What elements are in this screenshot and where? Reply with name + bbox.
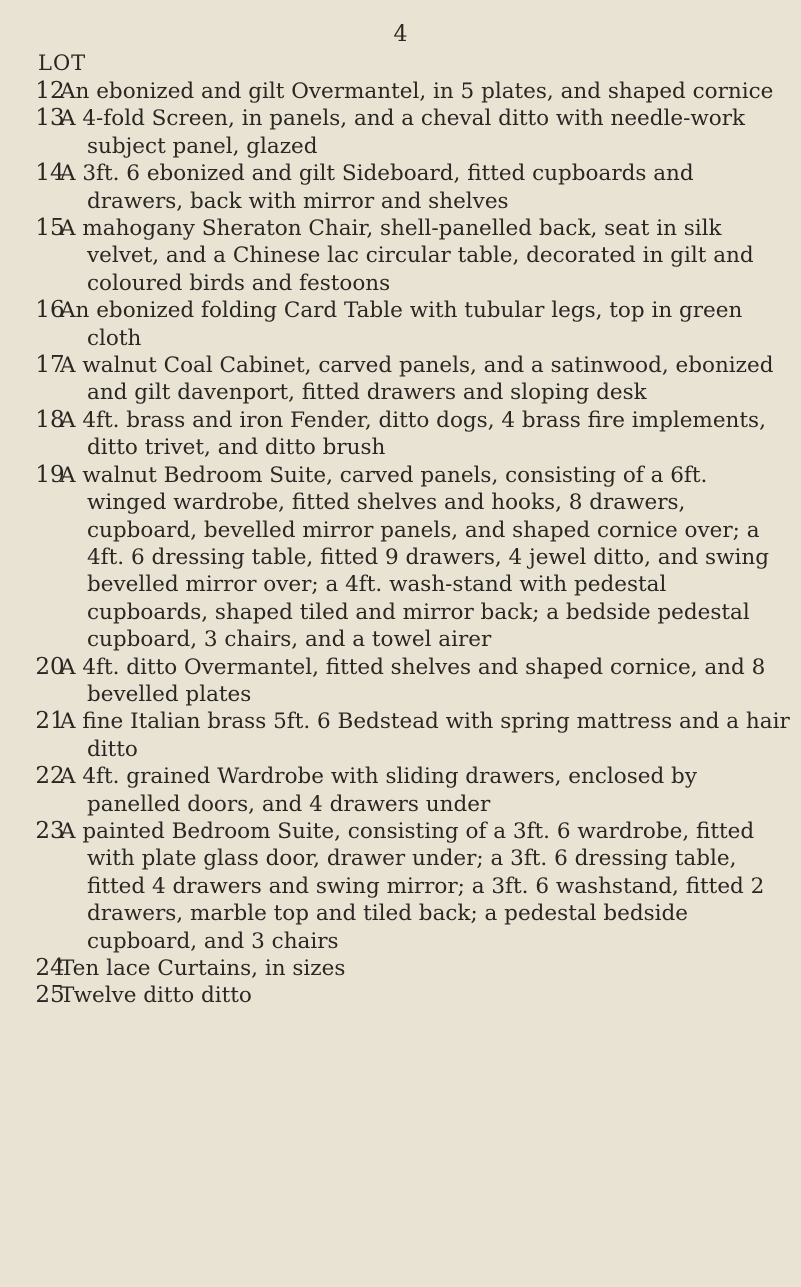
lot-entry <box>0 763 790 818</box>
lot-description: A fine Italian brass 5ft. 6 Bedstead with spring mattress and a hair ditto <box>60 709 790 762</box>
lot-description: A 4ft. brass and iron Fender, ditto dogs, 4 brass fire implements, ditto trivet, and ditto brush <box>60 407 766 461</box>
lot-entry <box>0 78 790 105</box>
lot-list <box>30 78 790 1010</box>
lot-number: 16 <box>35 297 65 324</box>
lot-number: 20 <box>35 653 65 680</box>
lot-entry <box>0 215 790 297</box>
lot-number: 24 <box>35 955 65 981</box>
lot-column-header: LOT <box>38 51 87 75</box>
lot-description: An ebonized and gilt Overmantel, in 5 plates, and shaped cornice <box>60 79 774 104</box>
lot-number: 25 <box>35 982 65 1009</box>
lot-description: A painted Bedroom Suite, consisting of a 3ft. 6 wardrobe, fitted with plate glass door, drawer under; a 3ft. 6 dressing table, fitted 4 drawers and swing mirror; a 3ft. 6 washstand, fitted 2 drawers, marble top and tiled back; a pedestal bedside cupboard, and 3 chairs <box>60 818 765 954</box>
lot-entry <box>0 708 790 763</box>
lot-entry <box>0 105 790 160</box>
lot-number: 14 <box>35 160 65 187</box>
lot-entry <box>0 160 790 215</box>
lot-entry <box>0 654 790 709</box>
lot-description: A walnut Coal Cabinet, carved panels, and a satinwood, ebonized and gilt davenport, fitted drawers and sloping desk <box>60 353 774 406</box>
lot-description: A 4-fold Screen, in panels, and a cheval ditto with needle-work subject panel, glazed <box>60 106 746 159</box>
lot-description: A 4ft. ditto Overmantel, fitted shelves and shaped cornice, and 8 bevelled plates <box>60 654 766 707</box>
lot-number: 23 <box>35 817 65 844</box>
lot-entry <box>0 352 790 407</box>
lot-number: 17 <box>35 352 65 379</box>
lot-number: 21 <box>35 708 65 735</box>
lot-entry <box>0 297 790 352</box>
lot-entry <box>0 955 790 982</box>
lot-entry <box>0 407 790 462</box>
lot-description: A 3ft. 6 ebonized and gilt Sideboard, fitted cupboards and drawers, back with mirror and shelves <box>60 161 694 214</box>
lot-entry <box>0 462 790 654</box>
lot-number: 12 <box>35 78 65 104</box>
lot-entry <box>0 818 790 955</box>
lot-entry <box>0 982 790 1009</box>
lot-description: Twelve ditto ditto <box>60 983 252 1009</box>
lot-number: 18 <box>35 406 65 433</box>
lot-description: A 4ft. grained Wardrobe with sliding drawers, enclosed by panelled doors, and 4 drawers under <box>60 764 697 817</box>
lot-number: 19 <box>35 461 65 488</box>
page-number: 4 <box>393 22 408 47</box>
lot-description: Ten lace Curtains, in sizes <box>60 956 346 981</box>
lot-number: 15 <box>35 215 65 242</box>
lot-description: A mahogany Sheraton Chair, shell-panelled back, seat in silk velvet, and a Chinese lac circular table, decorated in gilt and coloured birds and festoons <box>60 216 754 296</box>
lot-number: 13 <box>35 105 65 132</box>
lot-number: 22 <box>35 763 65 790</box>
lot-description: An ebonized folding Card Table with tubular legs, top in green cloth <box>60 298 743 351</box>
lot-description: A walnut Bedroom Suite, carved panels, consisting of a 6ft. winged wardrobe, fitted shelves and hooks, 8 drawers, cupboard, bevelled mirror panels, and shaped cornice over; a 4ft. 6 dressing table, fitted 9 drawers, 4 jewel ditto, and swing bevelled mirror over; a 4ft. wash-stand with pedestal cupboards, shaped tiled and mirror back; a bedside pedestal cupboard, 3 chairs, and a towel airer <box>60 462 769 653</box>
